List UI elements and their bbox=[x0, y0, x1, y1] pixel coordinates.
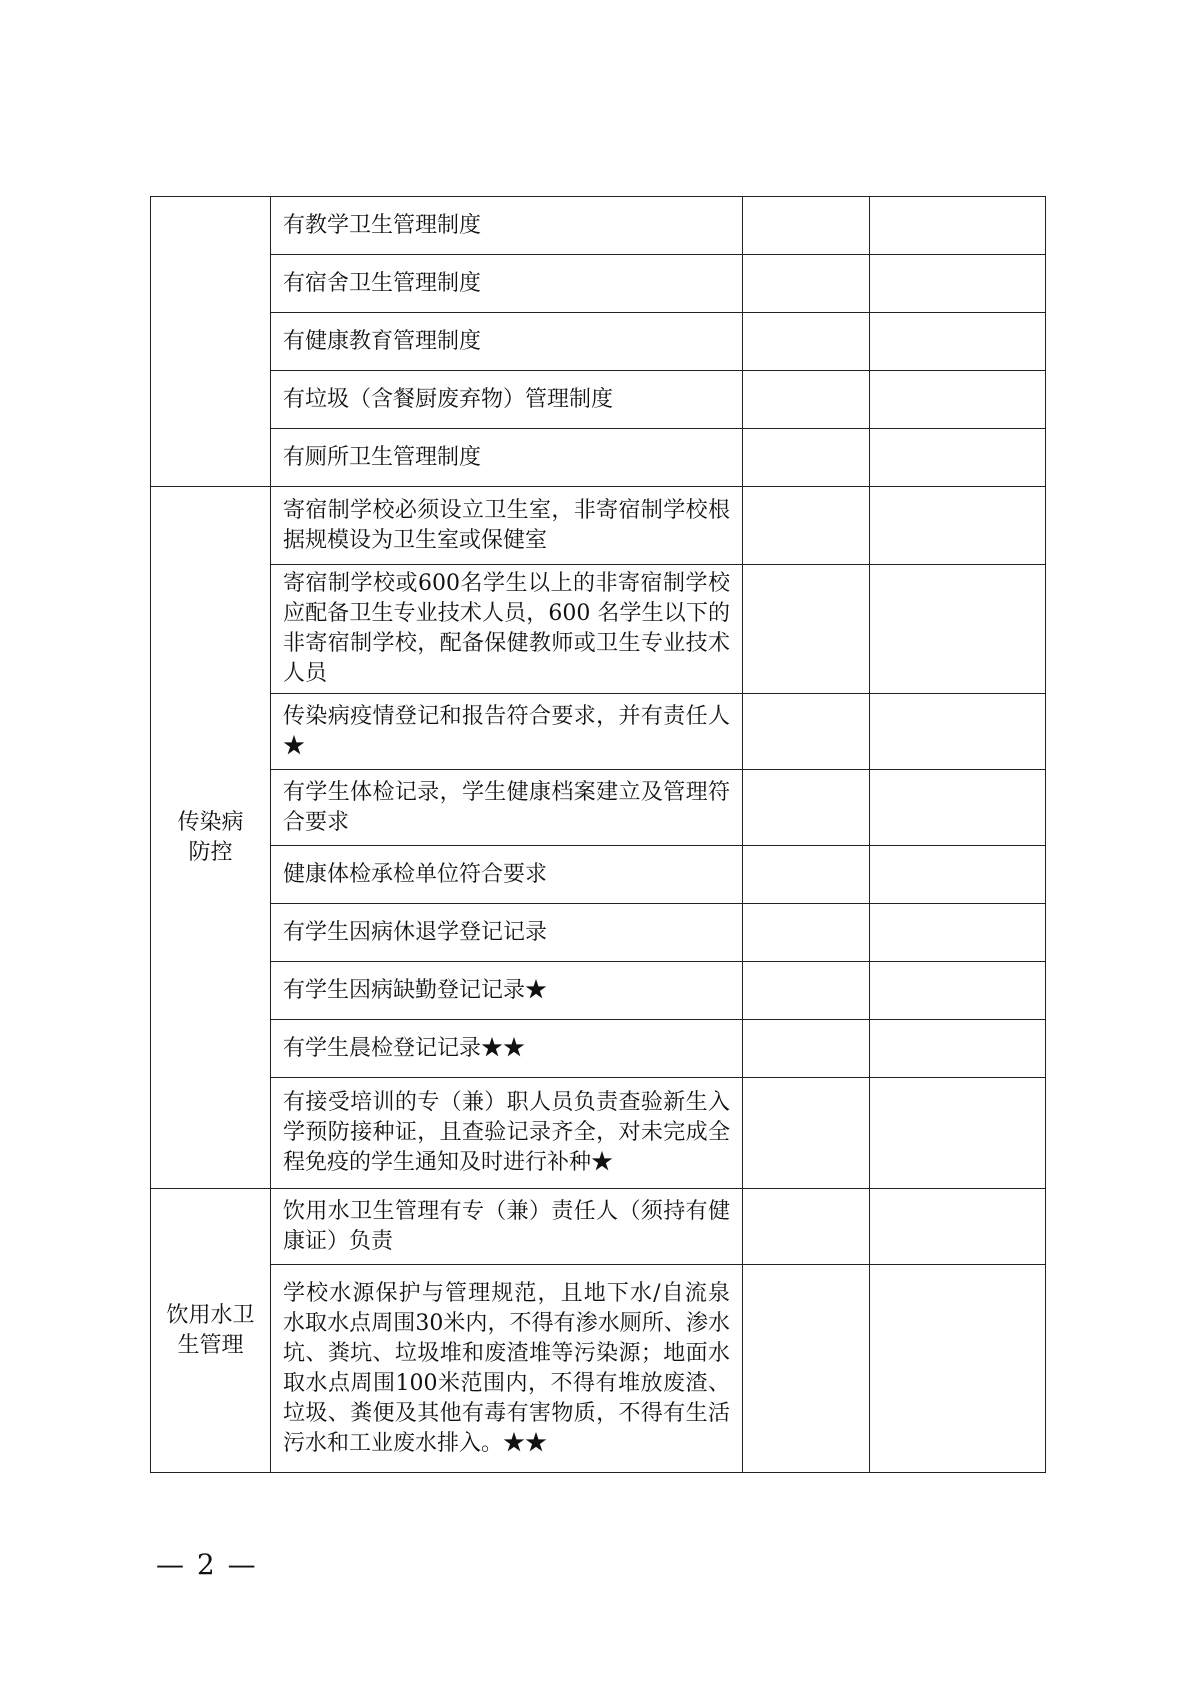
table-row bbox=[151, 1189, 1046, 1265]
table-row bbox=[151, 565, 1046, 694]
requirement-cell: 有宿舍卫生管理制度 bbox=[271, 255, 743, 313]
score-cell[interactable] bbox=[743, 429, 870, 487]
requirement-cell: 有健康教育管理制度 bbox=[271, 313, 743, 371]
requirement-cell: 有学生体检记录，学生健康档案建立及管理符合要求 bbox=[271, 770, 743, 846]
requirement-cell: 有学生因病缺勤登记记录★ bbox=[271, 962, 743, 1020]
requirement-cell: 健康体检承检单位符合要求 bbox=[271, 846, 743, 904]
table-row bbox=[151, 313, 1046, 371]
requirement-cell: 有厕所卫生管理制度 bbox=[271, 429, 743, 487]
table-row bbox=[151, 694, 1046, 770]
requirement-cell: 有学生晨检登记记录★★ bbox=[271, 1020, 743, 1078]
score-cell[interactable] bbox=[743, 770, 870, 846]
table-row bbox=[151, 1020, 1046, 1078]
remark-cell[interactable] bbox=[870, 487, 1046, 565]
table-row bbox=[151, 197, 1046, 255]
table-row bbox=[151, 770, 1046, 846]
requirement-cell: 传染病疫情登记和报告符合要求，并有责任人★ bbox=[271, 694, 743, 770]
requirement-cell: 有教学卫生管理制度 bbox=[271, 197, 743, 255]
score-cell[interactable] bbox=[743, 1265, 870, 1473]
score-cell[interactable] bbox=[743, 694, 870, 770]
score-cell[interactable] bbox=[743, 1078, 870, 1189]
remark-cell[interactable] bbox=[870, 694, 1046, 770]
remark-cell[interactable] bbox=[870, 962, 1046, 1020]
requirement-cell: 有学生因病休退学登记记录 bbox=[271, 904, 743, 962]
remark-cell[interactable] bbox=[870, 197, 1046, 255]
remark-cell[interactable] bbox=[870, 1020, 1046, 1078]
remark-cell[interactable] bbox=[870, 255, 1046, 313]
remark-cell[interactable] bbox=[870, 770, 1046, 846]
remark-cell[interactable] bbox=[870, 565, 1046, 694]
table-row bbox=[151, 255, 1046, 313]
table-body bbox=[151, 197, 1046, 1473]
remark-cell[interactable] bbox=[870, 1189, 1046, 1265]
category-cell: 饮用水卫 生管理 bbox=[151, 1189, 271, 1473]
category-cell bbox=[151, 197, 271, 487]
table-row bbox=[151, 846, 1046, 904]
inspection-table bbox=[150, 196, 1046, 1473]
score-cell[interactable] bbox=[743, 255, 870, 313]
score-cell[interactable] bbox=[743, 962, 870, 1020]
remark-cell[interactable] bbox=[870, 1265, 1046, 1473]
remark-cell[interactable] bbox=[870, 429, 1046, 487]
requirement-cell: 有接受培训的专（兼）职人员负责查验新生入学预防接种证，且查验记录齐全，对未完成全程免疫的学生通知及时进行补种★ bbox=[271, 1078, 743, 1189]
score-cell[interactable] bbox=[743, 1189, 870, 1265]
remark-cell[interactable] bbox=[870, 1078, 1046, 1189]
score-cell[interactable] bbox=[743, 846, 870, 904]
remark-cell[interactable] bbox=[870, 371, 1046, 429]
score-cell[interactable] bbox=[743, 197, 870, 255]
table-row bbox=[151, 371, 1046, 429]
score-cell[interactable] bbox=[743, 371, 870, 429]
requirement-cell: 寄宿制学校必须设立卫生室，非寄宿制学校根据规模设为卫生室或保健室 bbox=[271, 487, 743, 565]
table-row bbox=[151, 429, 1046, 487]
remark-cell[interactable] bbox=[870, 313, 1046, 371]
table-row bbox=[151, 487, 1046, 565]
requirement-cell: 学校水源保护与管理规范，且地下水/自流泉水取水点周围30米内，不得有渗水厕所、渗水坑、粪坑、垃圾堆和废渣堆等污染源；地面水取水点周围100米范围内，不得有堆放废渣、垃圾、粪便及其他有毒有害物质，不得有生活污水和工业废水排入。★★ bbox=[271, 1265, 743, 1473]
table-row bbox=[151, 962, 1046, 1020]
requirement-cell: 有垃圾（含餐厨废弃物）管理制度 bbox=[271, 371, 743, 429]
table-row bbox=[151, 1078, 1046, 1189]
score-cell[interactable] bbox=[743, 904, 870, 962]
page-number: — 2 — bbox=[156, 1548, 258, 1581]
category-cell: 传染病 防控 bbox=[151, 487, 271, 1189]
score-cell[interactable] bbox=[743, 487, 870, 565]
score-cell[interactable] bbox=[743, 1020, 870, 1078]
table-row bbox=[151, 1265, 1046, 1473]
score-cell[interactable] bbox=[743, 565, 870, 694]
remark-cell[interactable] bbox=[870, 846, 1046, 904]
remark-cell[interactable] bbox=[870, 904, 1046, 962]
table-row bbox=[151, 904, 1046, 962]
requirement-cell: 寄宿制学校或600名学生以上的非寄宿制学校应配备卫生专业技术人员，600 名学生以下的非寄宿制学校，配备保健教师或卫生专业技术人员 bbox=[271, 565, 743, 694]
score-cell[interactable] bbox=[743, 313, 870, 371]
requirement-cell: 饮用水卫生管理有专（兼）责任人（须持有健康证）负责 bbox=[271, 1189, 743, 1265]
